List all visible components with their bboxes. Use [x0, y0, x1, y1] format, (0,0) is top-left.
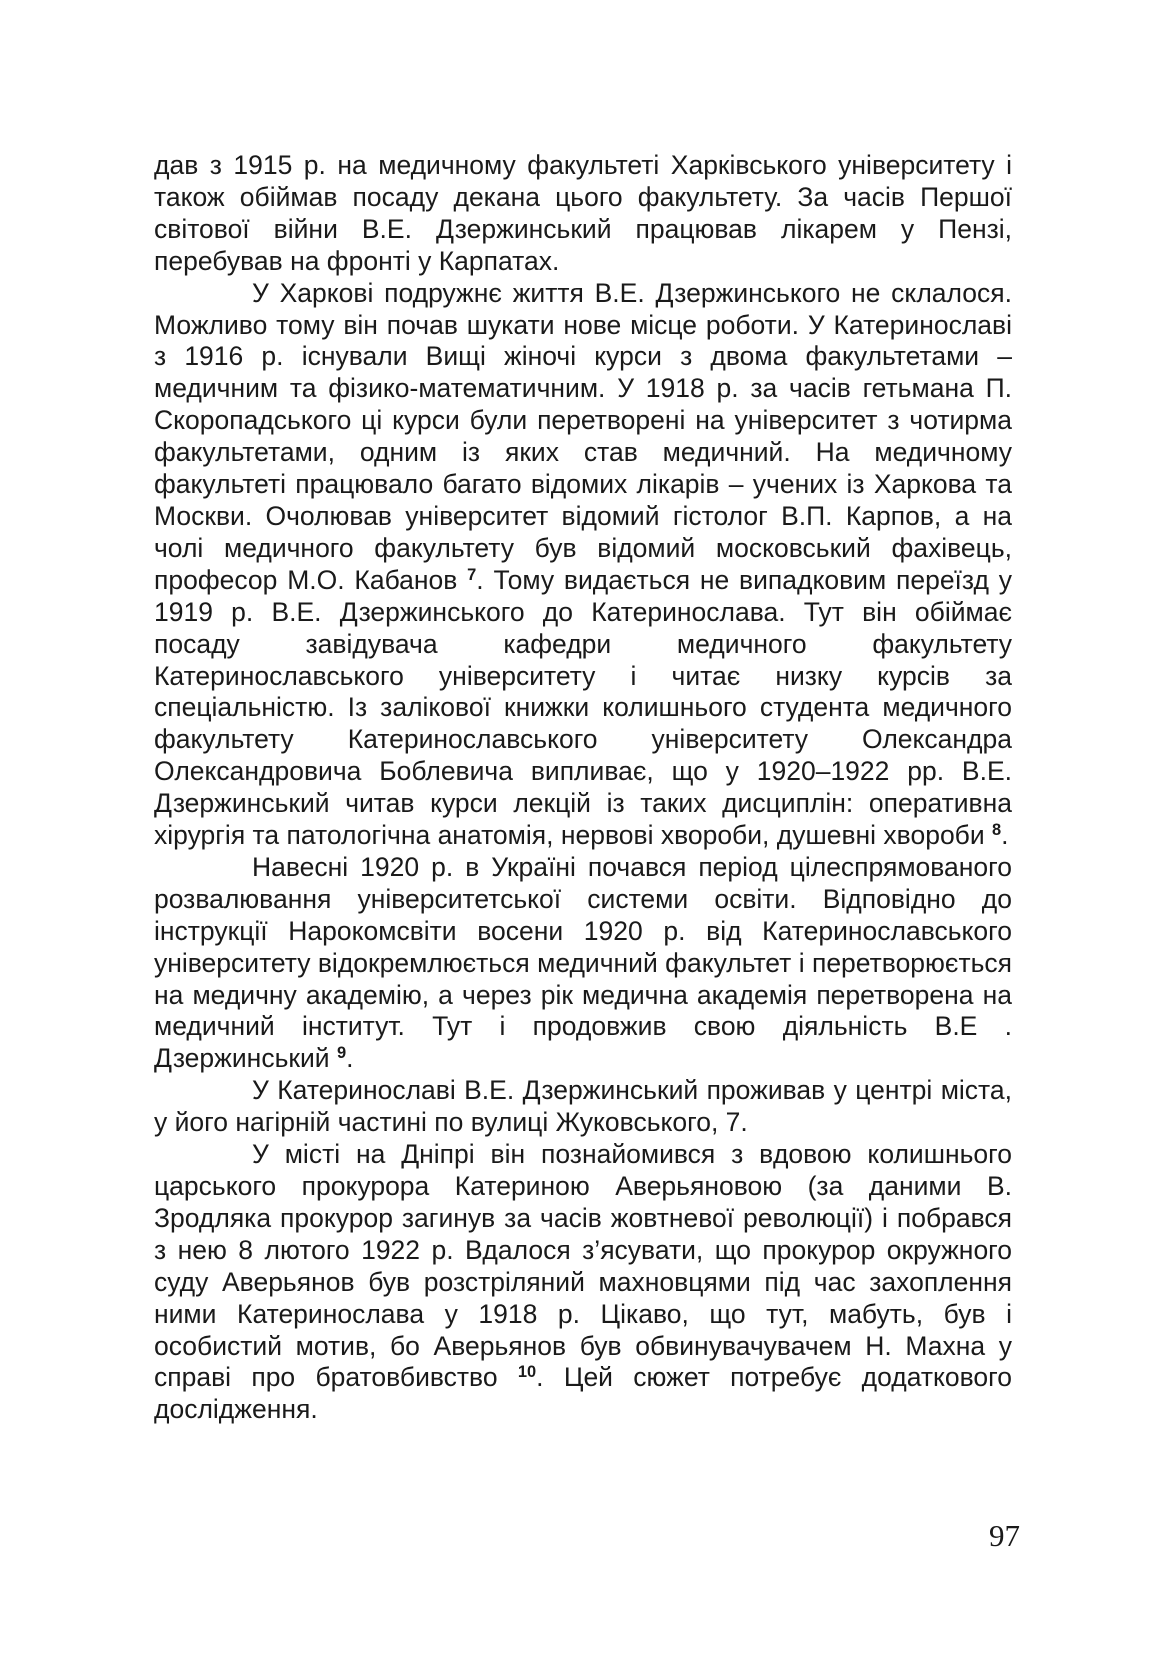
paragraph-text: У місті на Дніпрі він познайомився з вдовою колишнього царського прокурора Катериною Аверьяновою (за даними В. Зродляка прокурор загинув за часів жовтневої революції) і побрався з нею 8 лютого 1922 р. Вдалося з’ясувати, що прокурор окружного суду Аверьянов був розстріляний махновцями під час захоплення ними Катеринослава у 1918 р. Цікаво, що тут, мабуть, був і особистий мотив, бо Аверьянов був обвинувачувачем Н. Махна у справі про братовбивство — [154, 1139, 1012, 1393]
paragraph-1 — [154, 150, 1012, 278]
paragraph-text: . — [346, 1043, 354, 1074]
paragraph-text: У Харкові подружнє життя В.Е. Дзержинського не склалося. Можливо тому він почав шукати нове місце роботи. У Катеринославі з 1916 р. існували Вищі жіночі курси з двома факультетами – медичним та фізико-математичним. У 1918 р. за часів гетьмана П. Скоропадського ці курси були перетворені на університет з чотирма факультетами, одним із яких став медичний. На медичному факультеті працювало багато відомих лікарів – учених із Харкова та Москви. Очолював університет відомий гістолог В.П. Карпов, а на чолі медичного факультету був відомий московський фахівець, професор М.О. Кабанов — [154, 277, 1012, 595]
paragraph-text: . Тому видається не випадковим переїзд у 1919 р. В.Е. Дзержинського до Катеринослава. Тут він обіймає посаду завідувача кафедри медичного факультету Катеринославського університету і читає низку курсів за спеціальністю. Із залікової книжки колишнього студента медичного факультету Катеринославського університету Олександра Олександровича Боблевича випливає, що у 1920–1922 рр. В.Е. Дзержинський читав курси лекцій із таких дисциплін: оперативна хірургія та патологічна анатомія, нервові хвороби, душевні хвороби — [154, 564, 1012, 851]
body-text — [154, 150, 1012, 1426]
footnote-marker: 10 — [517, 1363, 537, 1382]
paragraph-text: . Цей сюжет потребує додаткового дослідження. — [154, 1362, 1012, 1425]
paragraph-2 — [154, 278, 1012, 852]
paragraph-4 — [154, 1075, 1012, 1139]
footnote-marker: 7 — [467, 565, 477, 584]
paragraph-3 — [154, 852, 1012, 1075]
paragraph-text: . — [1001, 820, 1009, 851]
footnote-marker: 9 — [336, 1044, 347, 1063]
footnote-marker: 8 — [992, 821, 1002, 839]
paragraph-text: дав з 1915 р. на медичному факультеті Харківського університету і також обіймав посаду декана цього факультету. За часів Першої світової війни В.Е. Дзержинський працював лікарем у Пензі, перебував на фронті у Карпатах. — [154, 150, 1012, 276]
paragraph-text: Навесні 1920 р. в Україні почався період цілеспрямованого розвалювання університетської системи освіти. Відповідно до інструкції Нарокомсвіти восени 1920 р. від Катеринославського університету відокремлюється медичний факультет і перетворюється на медичну академію, а через рік медична академія перетворена на медичний інститут. Тут і продовжив свою діяльність В.Е . Дзержинський — [154, 851, 1012, 1074]
paragraph-text: У Катеринославі В.Е. Дзержинський проживав у центрі міста, у його нагірній частині по вулиці Жуковського, 7. — [154, 1075, 1012, 1138]
paragraph-5 — [154, 1139, 1012, 1426]
page-number: 97 — [989, 1518, 1020, 1553]
